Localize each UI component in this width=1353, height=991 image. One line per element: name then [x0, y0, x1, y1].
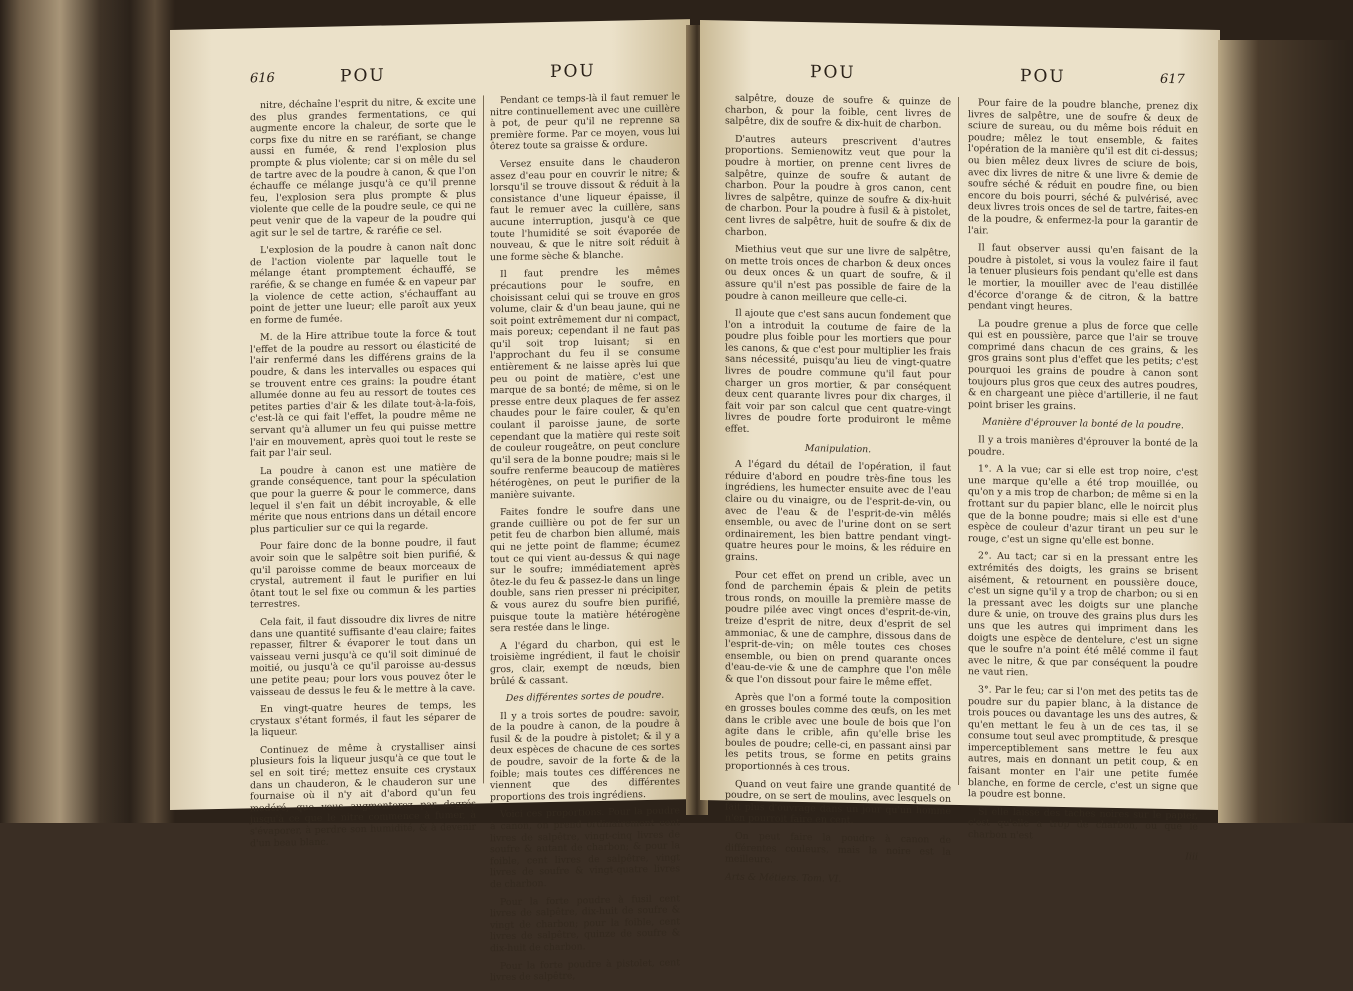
paragraph: M. de la Hire attribue toute la force & tout l'effet de la poudre au ressort ou élasticité de l'air renfermé dans les différens grains de la poudre, & dans les intervalles ou espaces qui se trouvent entre ces grains: la poudre étant allumée donne au feu au ressort de toutes ces petites parties d'air & les dilate tout-à-la-fois, c'est-là ce qui fait l'effet, la poudre même ne servant qu'à allumer un feu qui puisse mettre l'air en mouvement, après quoi tout le reste se fait par l'air seul. [250, 327, 476, 460]
running-head-right [700, 60, 1220, 96]
section-heading: Manière d'éprouver la bonté de la poudre. [982, 416, 1184, 432]
column-rule [958, 97, 959, 785]
left-page [170, 19, 690, 984]
paragraph: Il ajoute que c'est sans aucun fondement que l'on a introduit la coutume de faire de la poudre plus foible pour les mortiers que pour les canons, & que c'est pour multiplier les frais sans nécessité, puisqu'au lieu de vingt-quatre livres de poudre commune qu'il faut pour charger un gros mortier, & par conséquent deux cent quarante livres pour dix charges, il fait voir par son calcul que cent quatre-vingt livres de poudre forte produiront le même effet. [725, 307, 951, 435]
paragraph: D'autres auteurs prescrivent d'autres proportions. Semienowitz veut que pour la poudre à mortier, on prenne cent livres de salpêtre, quinze de soufre & autant de charbon. Pour la poudre à gros canon, cent livres de salpêtre, quinze de soufre & dix-huit de charbon. Pour la poudre à fusil & à pistolet, cent livres de salpêtre, huit de soufre & dix de charbon. [725, 133, 951, 238]
paragraph: 3°. Par le feu; car si l'on met des petits tas de poudre sur du papier blanc, à la distance de trois pouces ou davantage les uns des autres, & qu'en mettant le feu à un de ces tas, il se consume tout seul avec promptitude, & presque imperceptiblement sans mettre le feu aux autres, mais en donnant un petit coup, & en faisant monter en l'air une petite fumée blanche, en forme de cercle, c'est un signe que la poudre est bonne. [968, 684, 1198, 802]
paragraph: 2°. Au tact; car si en la pressant entre les extrémités des doigts, les grains se brisent aisément, & retournent en poussière douce, c'est un signe qu'il y a trop de charbon; ou si en la pressant avec les doigts sur une planche dure & unie, on trouve des grains plus durs les uns que les autres qui impriment dans les doigts une espèce de dentelure, c'est un signe que le soufre n'a point été mêlé comme il faut avec le nitre, & que par conséquent la poudre ne vaut rien. [968, 550, 1198, 679]
paragraph: Cela fait, il faut dissoudre dix livres de nitre dans une quantité suffisante d'eau claire; faites repasser, filtrer & évaporer le tout dans un vaisseau verni jusqu'à ce qu'il soit diminué de moitié, ou jusqu'à ce qu'il paroisse au-dessus une petite peau; pour lors vous pouvez ôter le vaisseau de dessus le feu & le mettre à la cave. [250, 612, 476, 698]
paragraph: En vingt-quatre heures de temps, les crystaux s'étant formés, il faut les séparer de la liqueur. [250, 699, 476, 739]
paragraph: L'explosion de la poudre à canon naît donc de l'action violente par laquelle tout le mélange étant promptement échauffé, se raréfie, & se change en fumée & en vapeur par la violence de cette action, s'échauffant au point de jetter une lueur; elle paroît aux yeux en forme de fumée. [250, 240, 476, 327]
section-heading: Manipulation. [804, 442, 872, 455]
paragraph: A l'égard du charbon, qui est le troisième ingrédient, il faut le choisir gros, clair, exempt de nœuds, bien brûlé & cassant. [490, 637, 680, 687]
signature-mark: Iiii [1185, 850, 1198, 863]
paragraph: Il y a trois manières d'éprouver la bonté de la poudre. [968, 434, 1198, 458]
column-rule [483, 95, 484, 783]
page-footer-signature: Arts & Métiers. Tom. VI. [725, 871, 842, 885]
paragraph: Pour la forte poudre à fusil cent livres de salpêtre, dix-huit de soufre & vingt de charbon; pour la foible, cent livres de salpêtre, quinze de soufre & dix-huit de charbon. [490, 892, 680, 955]
paragraph: On peut faire la poudre à canon de différentes couleurs, mais la noire est la meilleure. [725, 830, 951, 866]
paragraph: Pour faire de la poudre blanche, prenez dix livres de salpêtre, une de soufre & deux de sciure de sureau, ou du même bois réduit en poudre; mêlez le tout ensemble, & faites l'opération de la manière qu'il est dit ci-dessus; ou bien mêlez deux livres de sciure de bois, avec dix livres de nitre & une livre & demie de soufre séché & réduit en poudre fine, ou bien encore du bois pourri, séché & pulvérisé, avec deux livres trois onces de sel de tartre, faites-en de la poudre, & enfermez-la pour la garantir de l'air. [968, 97, 1198, 237]
paragraph: Faites fondre le soufre dans une grande cuillière ou pot de fer sur un petit feu de charbon bien allumé, mais qui ne jette point de flamme; écumez tout ce qui vient au-dessus & qui nage sur le soufre; immédiatement après ôtez-le du feu & passez-le dans un linge double, sans rien presser ni précipiter, & vous aurez du soufre bien purifié, puisque toute la matière hétérogène sera restée dans le linge. [490, 503, 680, 635]
paragraph: Pour la forte poudre à pistolet, cent livres de salpêtre, [490, 956, 680, 984]
page-number-left: 616 [250, 70, 275, 87]
page-number-right: 617 [1160, 71, 1185, 88]
paragraph: Voici ces proportions. Pour la poudre à canon, on prend ordinairement cent livres de salpêtre, vingt-cinq livres de soufre & autant de charbon; & pour la foible, cent livres de salpêtre, vingt livres de soufre & vingt-quatre livres de charbon. [490, 805, 680, 891]
book-edge-right [1218, 40, 1353, 823]
right-page-column-1 [725, 92, 951, 885]
paragraph: 1°. A la vue; car si elle est trop noire, c'est une marque qu'elle a été trop mouillée, ou qu'on y a mis trop de charbon; de même si en la frottant sur du papier blanc, elle le noircit plus que de la bonne poudre; mais si elle est d'une espèce de couleur d'azur tirant un peu sur le rouge, c'est un signe qu'elle est bonne. [968, 463, 1198, 548]
paragraph: La poudre grenue a plus de force que celle qui est en poussière, parce que l'air se trouve comprimé dans chacun de ces grains, & les gros grains sont plus d'effet que les petits; c'est pourquoi les grains de poudre à canon sont toujours plus gros que ceux des autres poudres, & en chargeant une pièce d'artillerie, il ne faut point briser les grains. [968, 318, 1198, 413]
paragraph: Quand on veut faire une grande quantité de poudre, on se sert de moulins, avec lesquels on fait plus d'ouvrage dans un jour qu'un homme n'en pourroit faire en cent. [725, 778, 951, 827]
paragraph: Il y a trois sortes de poudre: savoir, de la poudre à canon, de la poudre à fusil & de la poudre à pistolet; & il y a deux espèces de chacune de ces sortes de poudre, savoir de la forte & de la foible; mais toutes ces différences ne viennent que des différentes proportions des trois ingrédiens. [490, 707, 680, 804]
header-word-left: POU [340, 65, 386, 87]
paragraph: Continuez de même à crystalliser ainsi plusieurs fois la liqueur jusqu'à ce que tout le sel en soit tiré; mettez ensuite ces crystaux dans un chauderon, & le chauderon sur une fournaise où il n'y ait d'abord qu'un feu modéré, que vous augmenterez par degrés jusqu'à ce que le nitre commence à fumer, à s'évaporer, à perdre son humidité, & à devenir d'un beau blanc. [250, 740, 476, 849]
paragraph: Il faut observer aussi qu'en faisant de la poudre à pistolet, si vous la voulez faire il faut la tenuer plusieurs fois pendant qu'elle est dans le mortier, la mouiller avec de l'eau distillée d'écorce d'orange & de citron, & la battre pendant vingt heures. [968, 242, 1198, 314]
paragraph: Après que l'on a formé toute la composition en grosses boules comme des œufs, on les met dans le crible avec une boule de bois que l'on agite dans le crible, afin qu'elle brise les boules de poudre; celle-ci, en passant ainsi par les petits trous, se forme en petits grains proportionnés à ces trous. [725, 691, 951, 774]
paragraph: Si elle laisse des taches noires sur le papier, c'est qu'elle a trop de charbon, ou que le charbon n'est [968, 806, 1198, 842]
paragraph: salpêtre, douze de soufre & quinze de charbon, & pour la foible, cent livres de salpêtre, dix de soufre & dix-huit de charbon. [725, 92, 951, 131]
paragraph: Versez ensuite dans le chauderon assez d'eau pour en couvrir le nitre; & lorsqu'il se trouve dissout & réduit à la consistance d'une liqueur épaisse, il faut le remuer avec la cuillère, sans aucune interruption, jusqu'à ce que toute l'humidité se soit évaporée de nouveau, & que le nitre soit réduit à une forme sèche & blanche. [490, 155, 680, 264]
right-page [700, 20, 1220, 885]
section-heading: Des différentes sortes de poudre. [505, 689, 665, 705]
left-page-column-2 [490, 91, 680, 984]
paragraph: nitre, déchaîne l'esprit du nitre, & excite une des plus grandes fermentations, ce qui augmente encore la chaleur, de sorte que le corps fixe du nitre en se raréfiant, se change aussi en fumée, & rend l'explosion plus prompte & plus violente; car si on mêle du sel de tartre avec de la poudre à canon, & que l'on échauffe ce mélange jusqu'à ce qu'il prenne feu, l'explosion sera plus prompte & plus violente que celle de la poudre seule, ce qui ne peut venir que de la vapeur de la poudre qui agit sur le sel de tartre, & raréfie ce sel. [250, 95, 476, 239]
running-head-left [170, 59, 690, 96]
paragraph: Il faut prendre les mêmes précautions pour le soufre, en choisissant celui qui se trouve en gros volume, clair & d'un beau jaune, qui ne soit point extrêmement dur ni compact, mais poreux; cependant il ne faut pas qu'il soit trop luisant; si en l'approchant du feu il se consume entièrement & ne laisse après lui que peu ou point de matière, c'est une marque de sa bonté; de même, si on le presse entre deux plaques de fer assez chaudes pour le faire couler, & qu'en coulant il paroisse jaune, de sorte cependant que la matière qui reste soit de couleur rougeâtre, on peut conclure qu'il sera de la bonne poudre; mais si le soufre renferme beaucoup de matières hétérogènes, on peut le purifier de la manière suivante. [490, 265, 680, 501]
paragraph: A l'égard du détail de l'opération, il faut réduire d'abord en poudre très-fine tous les ingrédiens, les humecter ensuite avec de l'eau claire ou du vinaigre, ou de l'esprit-de-vin, ou avec de l'eau & de l'esprit-de-vin mêlés ensemble, ou avec de l'urine dont on se sert ordinairement, les bien battre pendant vingt-quatre heures pour le moins, & les réduire en grains. [725, 458, 951, 564]
right-page-column-2 [968, 97, 1198, 863]
paragraph: Pendant ce temps-là il faut remuer le nitre continuellement avec une cuillère à pot, de peur qu'il ne reprenne sa première forme. Par ce moyen, vous lui ôterez toute sa graisse & ordure. [490, 91, 680, 153]
paragraph: Miethius veut que sur une livre de salpêtre, on mette trois onces de charbon & deux onces ou deux onces & un quart de soufre, & il assure qu'il n'est pas possible de faire de la poudre à canon meilleure que celle-ci. [725, 243, 951, 305]
left-page-column-1 [250, 95, 476, 849]
paragraph: Pour cet effet on prend un crible, avec un fond de parchemin épais & plein de petits trous ronds, on mouille la première masse de poudre pilée avec vingt onces d'esprit-de-vin, treize d'esprit de nitre, deux d'esprit de sel ammoniac, & une de camphre, dissous dans de l'esprit-de-vin; on mêle toutes ces choses ensemble, ou bien on prend quarante onces d'eau-de-vie & une de camphre que l'on mêle & que l'on dissout pour faire le même effet. [725, 569, 951, 689]
paragraph: Pour faire donc de la bonne poudre, il faut avoir soin que le salpêtre soit bien purifié, & qu'il paroisse comme de beaux morceaux de crystal, autrement il faut le purifier en lui ôtant tout le sel fixe ou commun & les parties terrestres. [250, 536, 476, 611]
header-word-right: POU [550, 61, 596, 83]
paragraph: La poudre à canon est une matière de grande conséquence, tant pour la spéculation que pour la guerre & pour le commerce, dans lequel il s'en fait un débit incroyable, & elle mérite que nous entrions dans un détail encore plus particulier sur ce qui la regarde. [250, 461, 476, 536]
header-word-right: POU [1020, 66, 1066, 88]
header-word-left: POU [810, 62, 856, 84]
